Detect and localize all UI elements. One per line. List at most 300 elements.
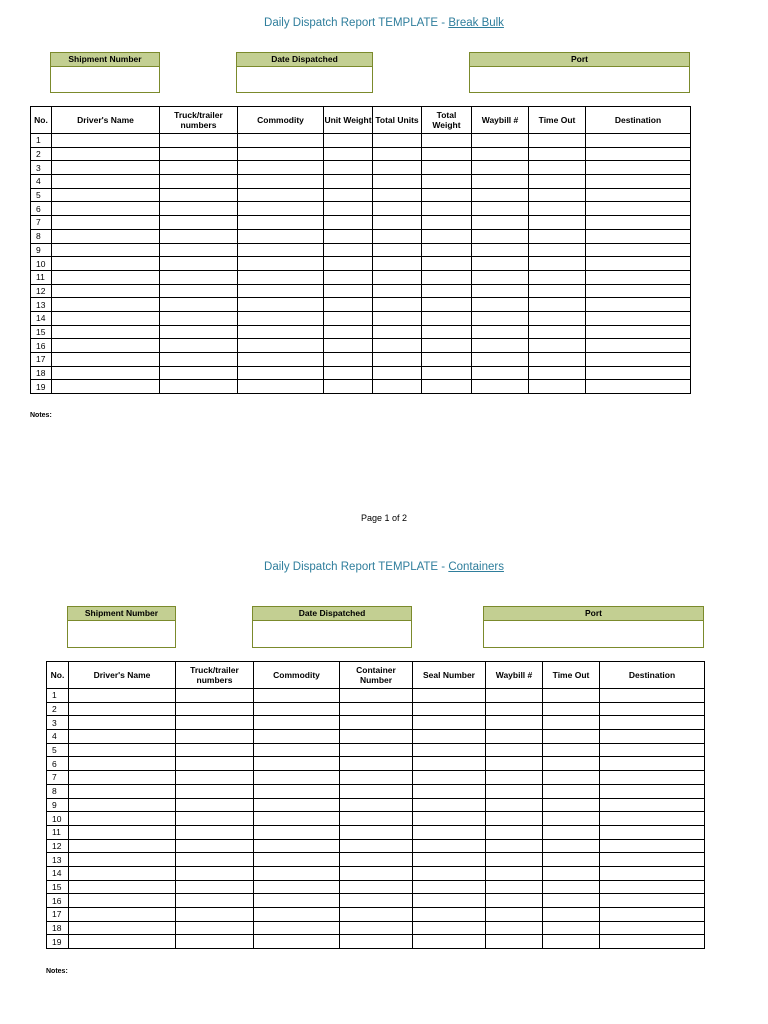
table-cell[interactable]	[543, 908, 600, 922]
table-cell[interactable]	[373, 298, 422, 312]
table-cell[interactable]	[324, 284, 373, 298]
table-cell[interactable]	[340, 730, 413, 744]
table-cell[interactable]	[600, 716, 705, 730]
table-cell[interactable]	[413, 825, 486, 839]
table-cell[interactable]	[324, 366, 373, 380]
table-cell[interactable]	[52, 161, 160, 175]
table-cell[interactable]	[238, 298, 324, 312]
table-cell[interactable]	[600, 880, 705, 894]
table-cell[interactable]	[254, 853, 340, 867]
table-cell[interactable]	[543, 894, 600, 908]
table-cell[interactable]	[176, 839, 254, 853]
table-cell[interactable]	[529, 311, 586, 325]
table-cell[interactable]	[486, 825, 543, 839]
table-cell[interactable]	[543, 689, 600, 703]
table-cell[interactable]	[422, 134, 472, 148]
table-cell[interactable]	[472, 311, 529, 325]
table-cell[interactable]	[176, 908, 254, 922]
table-cell[interactable]	[52, 257, 160, 271]
table-cell[interactable]	[373, 257, 422, 271]
table-cell[interactable]	[340, 757, 413, 771]
table-cell[interactable]	[600, 812, 705, 826]
table-cell[interactable]	[238, 175, 324, 189]
table-cell[interactable]	[600, 743, 705, 757]
table-cell[interactable]	[486, 908, 543, 922]
table-cell[interactable]	[529, 202, 586, 216]
table-cell[interactable]	[373, 147, 422, 161]
table-cell[interactable]	[600, 784, 705, 798]
table-cell[interactable]	[69, 798, 176, 812]
table-cell[interactable]	[373, 229, 422, 243]
table-cell[interactable]	[586, 353, 691, 367]
table-cell[interactable]	[472, 229, 529, 243]
table-cell[interactable]	[472, 366, 529, 380]
table-cell[interactable]	[238, 147, 324, 161]
table-cell[interactable]	[254, 743, 340, 757]
port-field[interactable]	[483, 606, 704, 648]
table-cell[interactable]	[600, 866, 705, 880]
table-cell[interactable]	[254, 921, 340, 935]
table-cell[interactable]	[422, 216, 472, 230]
table-cell[interactable]	[472, 243, 529, 257]
table-cell[interactable]	[176, 730, 254, 744]
table-cell[interactable]	[529, 147, 586, 161]
table-cell[interactable]	[160, 147, 238, 161]
table-cell[interactable]	[238, 161, 324, 175]
table-cell[interactable]	[472, 147, 529, 161]
table-cell[interactable]	[176, 771, 254, 785]
table-cell[interactable]	[340, 784, 413, 798]
table-cell[interactable]	[600, 730, 705, 744]
table-cell[interactable]	[543, 743, 600, 757]
table-cell[interactable]	[340, 880, 413, 894]
table-cell[interactable]	[543, 866, 600, 880]
table-cell[interactable]	[69, 702, 176, 716]
table-cell[interactable]	[373, 353, 422, 367]
table-cell[interactable]	[254, 716, 340, 730]
table-cell[interactable]	[324, 311, 373, 325]
table-cell[interactable]	[486, 771, 543, 785]
table-cell[interactable]	[176, 784, 254, 798]
table-cell[interactable]	[340, 935, 413, 949]
table-cell[interactable]	[486, 894, 543, 908]
table-cell[interactable]	[160, 298, 238, 312]
table-cell[interactable]	[324, 216, 373, 230]
table-cell[interactable]	[340, 716, 413, 730]
table-cell[interactable]	[52, 147, 160, 161]
table-cell[interactable]	[472, 175, 529, 189]
table-cell[interactable]	[422, 175, 472, 189]
table-cell[interactable]	[160, 325, 238, 339]
table-cell[interactable]	[413, 880, 486, 894]
table-cell[interactable]	[600, 757, 705, 771]
table-cell[interactable]	[600, 908, 705, 922]
table-cell[interactable]	[160, 284, 238, 298]
table-cell[interactable]	[422, 380, 472, 394]
table-cell[interactable]	[324, 202, 373, 216]
table-cell[interactable]	[69, 908, 176, 922]
table-cell[interactable]	[52, 298, 160, 312]
table-cell[interactable]	[160, 311, 238, 325]
table-cell[interactable]	[176, 812, 254, 826]
shipment-number-field[interactable]	[50, 52, 160, 93]
table-cell[interactable]	[600, 935, 705, 949]
table-cell[interactable]	[373, 311, 422, 325]
table-cell[interactable]	[340, 771, 413, 785]
table-cell[interactable]	[69, 880, 176, 894]
table-cell[interactable]	[340, 798, 413, 812]
table-cell[interactable]	[472, 134, 529, 148]
table-cell[interactable]	[176, 880, 254, 894]
table-cell[interactable]	[340, 894, 413, 908]
table-cell[interactable]	[160, 270, 238, 284]
break-bulk-link[interactable]: Break Bulk	[448, 17, 504, 29]
table-cell[interactable]	[52, 243, 160, 257]
table-cell[interactable]	[69, 866, 176, 880]
table-cell[interactable]	[543, 784, 600, 798]
table-cell[interactable]	[324, 257, 373, 271]
table-cell[interactable]	[238, 134, 324, 148]
table-cell[interactable]	[324, 270, 373, 284]
containers-link[interactable]: Containers	[448, 561, 504, 573]
table-cell[interactable]	[529, 161, 586, 175]
table-cell[interactable]	[373, 188, 422, 202]
table-cell[interactable]	[373, 202, 422, 216]
table-cell[interactable]	[543, 812, 600, 826]
table-cell[interactable]	[69, 825, 176, 839]
table-cell[interactable]	[586, 257, 691, 271]
table-cell[interactable]	[324, 380, 373, 394]
table-cell[interactable]	[413, 812, 486, 826]
table-cell[interactable]	[529, 257, 586, 271]
table-cell[interactable]	[373, 270, 422, 284]
table-cell[interactable]	[543, 839, 600, 853]
table-cell[interactable]	[69, 716, 176, 730]
table-cell[interactable]	[52, 270, 160, 284]
table-cell[interactable]	[529, 339, 586, 353]
table-cell[interactable]	[472, 161, 529, 175]
table-cell[interactable]	[586, 134, 691, 148]
table-cell[interactable]	[413, 689, 486, 703]
table-cell[interactable]	[373, 325, 422, 339]
table-cell[interactable]	[69, 812, 176, 826]
table-cell[interactable]	[238, 188, 324, 202]
table-cell[interactable]	[413, 716, 486, 730]
table-cell[interactable]	[340, 812, 413, 826]
table-cell[interactable]	[238, 270, 324, 284]
table-cell[interactable]	[529, 353, 586, 367]
table-cell[interactable]	[600, 702, 705, 716]
table-cell[interactable]	[422, 243, 472, 257]
table-cell[interactable]	[422, 202, 472, 216]
table-cell[interactable]	[529, 298, 586, 312]
table-cell[interactable]	[472, 216, 529, 230]
table-cell[interactable]	[69, 784, 176, 798]
table-cell[interactable]	[324, 229, 373, 243]
table-cell[interactable]	[52, 175, 160, 189]
table-cell[interactable]	[254, 839, 340, 853]
table-cell[interactable]	[600, 771, 705, 785]
table-cell[interactable]	[472, 188, 529, 202]
table-cell[interactable]	[373, 175, 422, 189]
table-cell[interactable]	[472, 270, 529, 284]
table-cell[interactable]	[543, 702, 600, 716]
table-cell[interactable]	[529, 284, 586, 298]
table-cell[interactable]	[600, 825, 705, 839]
table-cell[interactable]	[254, 798, 340, 812]
table-cell[interactable]	[238, 339, 324, 353]
table-cell[interactable]	[543, 853, 600, 867]
table-cell[interactable]	[486, 839, 543, 853]
table-cell[interactable]	[472, 380, 529, 394]
table-cell[interactable]	[422, 188, 472, 202]
table-cell[interactable]	[324, 339, 373, 353]
table-cell[interactable]	[340, 866, 413, 880]
table-cell[interactable]	[254, 935, 340, 949]
table-cell[interactable]	[422, 161, 472, 175]
table-cell[interactable]	[52, 366, 160, 380]
table-cell[interactable]	[176, 689, 254, 703]
table-cell[interactable]	[586, 366, 691, 380]
table-cell[interactable]	[529, 175, 586, 189]
table-cell[interactable]	[160, 216, 238, 230]
table-cell[interactable]	[413, 894, 486, 908]
table-cell[interactable]	[373, 284, 422, 298]
table-cell[interactable]	[472, 202, 529, 216]
table-cell[interactable]	[160, 229, 238, 243]
table-cell[interactable]	[413, 784, 486, 798]
table-cell[interactable]	[254, 866, 340, 880]
table-cell[interactable]	[543, 935, 600, 949]
table-cell[interactable]	[600, 839, 705, 853]
table-cell[interactable]	[486, 798, 543, 812]
table-cell[interactable]	[373, 216, 422, 230]
table-cell[interactable]	[413, 771, 486, 785]
table-cell[interactable]	[52, 311, 160, 325]
table-cell[interactable]	[422, 311, 472, 325]
table-cell[interactable]	[413, 702, 486, 716]
table-cell[interactable]	[254, 880, 340, 894]
table-cell[interactable]	[586, 175, 691, 189]
table-cell[interactable]	[586, 188, 691, 202]
table-cell[interactable]	[238, 353, 324, 367]
shipment-number-field[interactable]	[67, 606, 176, 648]
table-cell[interactable]	[324, 243, 373, 257]
table-cell[interactable]	[160, 366, 238, 380]
table-cell[interactable]	[586, 270, 691, 284]
table-cell[interactable]	[373, 366, 422, 380]
table-cell[interactable]	[340, 702, 413, 716]
table-cell[interactable]	[529, 134, 586, 148]
table-cell[interactable]	[69, 894, 176, 908]
table-cell[interactable]	[69, 853, 176, 867]
table-cell[interactable]	[340, 908, 413, 922]
table-cell[interactable]	[529, 243, 586, 257]
table-cell[interactable]	[413, 798, 486, 812]
table-cell[interactable]	[52, 380, 160, 394]
table-cell[interactable]	[254, 689, 340, 703]
table-cell[interactable]	[543, 730, 600, 744]
table-cell[interactable]	[543, 921, 600, 935]
table-cell[interactable]	[373, 380, 422, 394]
table-cell[interactable]	[529, 366, 586, 380]
table-cell[interactable]	[238, 216, 324, 230]
table-cell[interactable]	[160, 257, 238, 271]
table-cell[interactable]	[176, 935, 254, 949]
table-cell[interactable]	[529, 325, 586, 339]
table-cell[interactable]	[413, 908, 486, 922]
table-cell[interactable]	[422, 270, 472, 284]
table-cell[interactable]	[486, 730, 543, 744]
table-cell[interactable]	[422, 366, 472, 380]
table-cell[interactable]	[254, 908, 340, 922]
table-cell[interactable]	[422, 284, 472, 298]
table-cell[interactable]	[254, 757, 340, 771]
table-cell[interactable]	[422, 339, 472, 353]
table-cell[interactable]	[586, 229, 691, 243]
table-cell[interactable]	[486, 853, 543, 867]
table-cell[interactable]	[586, 325, 691, 339]
table-cell[interactable]	[373, 161, 422, 175]
table-cell[interactable]	[176, 716, 254, 730]
table-cell[interactable]	[340, 839, 413, 853]
table-cell[interactable]	[422, 325, 472, 339]
table-cell[interactable]	[529, 229, 586, 243]
table-cell[interactable]	[160, 380, 238, 394]
table-cell[interactable]	[254, 894, 340, 908]
table-cell[interactable]	[586, 298, 691, 312]
table-cell[interactable]	[238, 366, 324, 380]
table-cell[interactable]	[600, 894, 705, 908]
table-cell[interactable]	[69, 935, 176, 949]
table-cell[interactable]	[472, 325, 529, 339]
table-cell[interactable]	[176, 757, 254, 771]
table-cell[interactable]	[413, 935, 486, 949]
table-cell[interactable]	[160, 353, 238, 367]
table-cell[interactable]	[586, 147, 691, 161]
table-cell[interactable]	[160, 161, 238, 175]
table-cell[interactable]	[52, 339, 160, 353]
table-cell[interactable]	[254, 784, 340, 798]
table-cell[interactable]	[422, 298, 472, 312]
table-cell[interactable]	[586, 216, 691, 230]
table-cell[interactable]	[52, 229, 160, 243]
table-cell[interactable]	[254, 730, 340, 744]
table-cell[interactable]	[176, 702, 254, 716]
table-cell[interactable]	[52, 353, 160, 367]
table-cell[interactable]	[340, 689, 413, 703]
table-cell[interactable]	[52, 188, 160, 202]
table-cell[interactable]	[238, 243, 324, 257]
table-cell[interactable]	[543, 757, 600, 771]
table-cell[interactable]	[238, 202, 324, 216]
table-cell[interactable]	[422, 229, 472, 243]
table-cell[interactable]	[486, 743, 543, 757]
table-cell[interactable]	[486, 689, 543, 703]
table-cell[interactable]	[69, 839, 176, 853]
table-cell[interactable]	[254, 771, 340, 785]
table-cell[interactable]	[413, 853, 486, 867]
table-cell[interactable]	[340, 853, 413, 867]
table-cell[interactable]	[543, 825, 600, 839]
table-cell[interactable]	[324, 161, 373, 175]
port-field[interactable]	[469, 52, 690, 93]
table-cell[interactable]	[254, 812, 340, 826]
table-cell[interactable]	[543, 716, 600, 730]
table-cell[interactable]	[160, 134, 238, 148]
table-cell[interactable]	[413, 921, 486, 935]
table-cell[interactable]	[52, 325, 160, 339]
table-cell[interactable]	[160, 339, 238, 353]
table-cell[interactable]	[529, 188, 586, 202]
table-cell[interactable]	[238, 284, 324, 298]
table-cell[interactable]	[600, 853, 705, 867]
table-cell[interactable]	[413, 866, 486, 880]
table-cell[interactable]	[486, 784, 543, 798]
table-cell[interactable]	[373, 134, 422, 148]
table-cell[interactable]	[238, 311, 324, 325]
table-cell[interactable]	[600, 689, 705, 703]
table-cell[interactable]	[69, 771, 176, 785]
table-cell[interactable]	[69, 921, 176, 935]
table-cell[interactable]	[324, 188, 373, 202]
table-cell[interactable]	[324, 325, 373, 339]
date-dispatched-field[interactable]	[252, 606, 412, 648]
table-cell[interactable]	[324, 175, 373, 189]
date-dispatched-field[interactable]	[236, 52, 373, 93]
table-cell[interactable]	[52, 202, 160, 216]
table-cell[interactable]	[600, 921, 705, 935]
table-cell[interactable]	[529, 380, 586, 394]
table-cell[interactable]	[238, 257, 324, 271]
table-cell[interactable]	[486, 935, 543, 949]
table-cell[interactable]	[486, 921, 543, 935]
table-cell[interactable]	[543, 798, 600, 812]
table-cell[interactable]	[238, 229, 324, 243]
table-cell[interactable]	[176, 894, 254, 908]
table-cell[interactable]	[160, 175, 238, 189]
table-cell[interactable]	[340, 921, 413, 935]
table-cell[interactable]	[486, 880, 543, 894]
table-cell[interactable]	[486, 812, 543, 826]
table-cell[interactable]	[422, 353, 472, 367]
table-cell[interactable]	[52, 284, 160, 298]
table-cell[interactable]	[324, 353, 373, 367]
table-cell[interactable]	[254, 825, 340, 839]
table-cell[interactable]	[373, 339, 422, 353]
table-cell[interactable]	[472, 353, 529, 367]
table-cell[interactable]	[52, 134, 160, 148]
table-cell[interactable]	[413, 757, 486, 771]
table-cell[interactable]	[69, 730, 176, 744]
table-cell[interactable]	[324, 298, 373, 312]
table-cell[interactable]	[340, 825, 413, 839]
table-cell[interactable]	[529, 270, 586, 284]
table-cell[interactable]	[52, 216, 160, 230]
table-cell[interactable]	[586, 380, 691, 394]
table-cell[interactable]	[176, 921, 254, 935]
table-cell[interactable]	[324, 147, 373, 161]
table-cell[interactable]	[472, 257, 529, 271]
table-cell[interactable]	[176, 853, 254, 867]
table-cell[interactable]	[586, 161, 691, 175]
table-cell[interactable]	[472, 339, 529, 353]
table-cell[interactable]	[586, 284, 691, 298]
table-cell[interactable]	[373, 243, 422, 257]
table-cell[interactable]	[176, 743, 254, 757]
table-cell[interactable]	[413, 743, 486, 757]
table-cell[interactable]	[543, 771, 600, 785]
